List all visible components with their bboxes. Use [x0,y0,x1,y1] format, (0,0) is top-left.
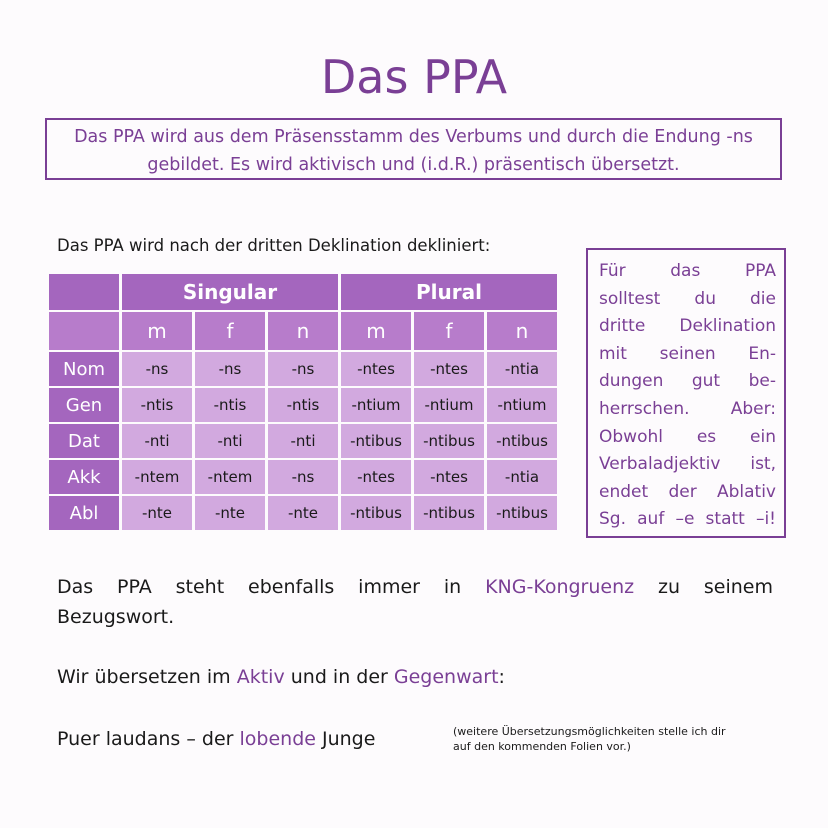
translate-text-1: Wir übersetzen im [57,666,237,688]
case-label: Dat [49,424,119,458]
definition-box [45,118,782,180]
table-row [49,496,557,530]
side-note-line: endet der Ablativ [599,481,776,502]
translate-text-2: und in der [284,666,394,688]
table-cell: -nti [122,424,192,458]
case-label: Abl [49,496,119,530]
table-cell: -nte [268,496,338,530]
case-label: Nom [49,352,119,386]
table-cell: -ntium [487,388,557,422]
table-row [49,424,557,458]
table-cell: -ns [268,352,338,386]
page-title: Das PPA [320,50,508,104]
translate-text-3: : [498,666,505,688]
table-cell: -ns [122,352,192,386]
declension-intro: Das PPA wird nach der dritten Deklination dekliniert: [57,236,491,255]
translate-aktiv: Aktiv [236,666,285,688]
header-plural: Plural [341,274,557,310]
table-cell: -ntibus [487,496,557,530]
header-gender: n [268,312,338,350]
side-note-line: solltest du die [599,288,776,309]
table-cell: -ntes [341,460,411,494]
kng-highlight: KNG-Kongruenz [485,576,635,598]
table-cell: -ns [268,460,338,494]
translation-note [453,724,726,754]
table-cell: -ntes [414,352,484,386]
header-gender: f [414,312,484,350]
table-cell: -ntibus [414,424,484,458]
table-cell: -ntium [341,388,411,422]
table-cell: -ntes [341,352,411,386]
header-gender: m [122,312,192,350]
side-note-line: Für das PPA [599,261,776,281]
table-corner [49,274,119,310]
table-cell: -ntis [268,388,338,422]
table-cell: -nte [122,496,192,530]
side-note-line: mit seinen En- [599,343,776,364]
declension-table [46,272,560,532]
note-line-2: auf den kommenden Folien vor.) [453,740,631,753]
table-header-groups [49,274,557,310]
header-singular: Singular [122,274,338,310]
example-sentence [57,728,375,750]
definition-line-1: Das PPA wird aus dem Präsensstamm des Verbums und durch die Endung -ns [74,127,753,147]
side-note-line: herrschen. Aber: [599,398,776,419]
table-corner-2 [49,312,119,350]
table-row [49,352,557,386]
side-note-line: Verbaladjektiv ist, [599,454,776,475]
header-gender: m [341,312,411,350]
definition-line-2: gebildet. Es wird aktivisch und (i.d.R.) präsentisch übersetzt. [147,155,680,175]
translate-paragraph [57,666,505,688]
table-cell: -ntem [195,460,265,494]
side-note-line: dritte Deklination [599,316,776,337]
translate-gegenwart: Gegenwart [393,666,499,688]
table-cell: -ns [195,352,265,386]
table-row [49,460,557,494]
example-after: Junge [315,728,376,750]
table-cell: -ntes [414,460,484,494]
side-note-box [586,248,786,538]
header-gender: f [195,312,265,350]
table-cell: -ntis [122,388,192,422]
example-highlight: lobende [239,728,316,750]
table-cell: -ntia [487,460,557,494]
table-cell: -ntia [487,352,557,386]
note-line-1: (weitere Übersetzungsmöglichkeiten stelle ich dir [453,725,726,738]
kng-line-2: Bezugswort. [57,606,175,628]
table-cell: -ntibus [414,496,484,530]
table-cell: -ntibus [341,424,411,458]
case-label: Akk [49,460,119,494]
side-note-line: dungen gut be- [599,371,776,392]
table-cell: -nti [268,424,338,458]
table-cell: -ntis [195,388,265,422]
table-cell: -nti [195,424,265,458]
kng-paragraph [57,572,773,632]
example-latin: Puer laudans – der [57,728,240,750]
table-cell: -ntem [122,460,192,494]
header-gender: n [487,312,557,350]
table-cell: -ntibus [487,424,557,458]
case-label: Gen [49,388,119,422]
side-note-line: Obwohl es ein [599,426,776,447]
table-cell: -ntibus [341,496,411,530]
table-cell: -ntium [414,388,484,422]
table-header-genders [49,312,557,350]
kng-text-before: Das PPA steht ebenfalls immer in [57,576,486,598]
kng-text-after: zu seinem [634,576,774,598]
table-row [49,388,557,422]
side-note-line: Sg. auf –e statt –i! [599,509,776,530]
kng-line-1 [57,572,773,602]
table-cell: -nte [195,496,265,530]
